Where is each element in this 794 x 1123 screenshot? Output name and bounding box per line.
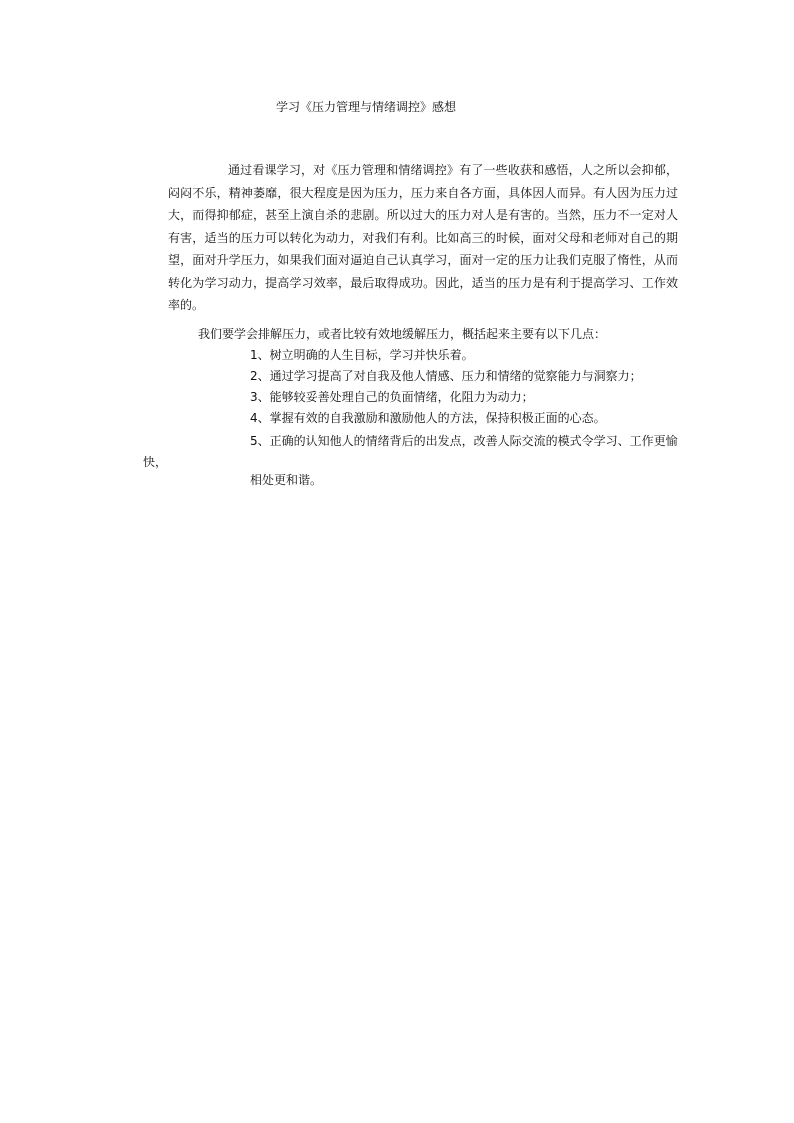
list-item-3: 3、能够较妥善处理自己的负面情绪，化阻力为动力；: [250, 390, 534, 404]
document-title: 学习《压力管理与情绪调控》感想: [276, 100, 457, 114]
list-item-4: 4、掌握有效的自我激励和激励他人的方法，保持积极正面的心态。: [250, 411, 606, 425]
list-intro: 我们要学会排解压力，或者比较有效地缓解压力，概括起来主要有以下几点：: [198, 327, 607, 341]
list-item-2: 2、通过学习提高了对自我及他人情感、压力和情绪的觉察能力与洞察力；: [250, 369, 642, 383]
body-paragraph: 通过看课学习，对《压力管理和情绪调控》有了一些收获和感悟，人之所以会抑郁，闷闷不乐，精神萎靡，很大程度是因为压力，压力来自各方面，具体因人而异。有人因为压力过大，而得抑郁症，甚至上演自杀的悲剧。所以过大的压力对人是有害的。当然，压力不一定对人有害，适当的压力可以转化为动力，对我们有利。比如高三的时候，面对父母和老师对自己的期望，面对升学压力，如果我们面对逼迫自己认真学习，面对一定的压力让我们克服了惰性，从而转化为学习动力，提高学习效率，最后取得成功。因此，适当的压力是有利于提高学习、工作效率的。: [168, 163, 678, 312]
list-item-1: 1、树立明确的人生目标，学习并快乐着。: [250, 348, 474, 362]
list-item-5-continuation: 相处更和谐。: [250, 473, 323, 487]
list-item-5: 5、正确的认知他人的情绪背后的出发点，改善人际交流的模式令学习、工作更愉快，: [143, 434, 678, 469]
